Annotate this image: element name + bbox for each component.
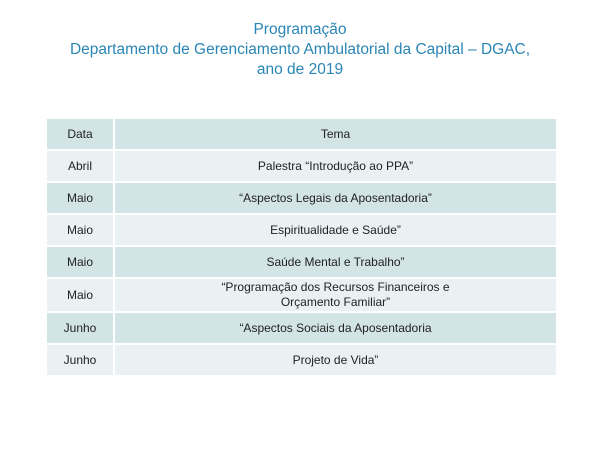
- row-topic: [114, 344, 556, 375]
- row-topic-line: “Aspectos Sociais da Aposentadoria: [239, 320, 432, 335]
- page-title: [0, 20, 600, 80]
- title-line-department: Departamento de Gerenciamento Ambulatorial da Capital – DGAC,: [69, 41, 531, 58]
- table-header-row: [47, 118, 556, 150]
- table-row: [47, 246, 556, 278]
- row-topic-line: “Programação dos Recursos Financeiros e: [221, 280, 450, 294]
- row-date: Maio: [47, 246, 114, 278]
- row-topic-line: Orçamento Familiar”: [280, 295, 391, 309]
- table-row: [47, 278, 556, 312]
- row-date: Abril: [47, 150, 114, 182]
- table-row: [47, 150, 556, 182]
- row-topic: [114, 150, 556, 182]
- row-topic-line: Projeto de Vida”: [292, 352, 379, 367]
- table-row: [47, 344, 556, 375]
- row-topic: [114, 278, 556, 312]
- row-topic-line: “Aspectos Legais da Aposentadoria”: [239, 190, 432, 205]
- table-row: [47, 182, 556, 214]
- title-line-year: ano de 2019: [256, 61, 344, 78]
- row-date: Junho: [47, 344, 114, 375]
- row-topic-line: Palestra “Introdução ao PPA”: [257, 158, 414, 173]
- row-date: Maio: [47, 182, 114, 214]
- row-topic: [114, 312, 556, 344]
- schedule-table: [47, 117, 556, 375]
- header-date: Data: [47, 118, 114, 150]
- row-date: Junho: [47, 312, 114, 344]
- row-topic: [114, 246, 556, 278]
- title-line-program: Programação: [253, 21, 347, 38]
- row-topic-line: Saúde Mental e Trabalho”: [266, 254, 405, 269]
- row-topic-line: Espiritualidade e Saúde”: [270, 222, 401, 237]
- row-date: Maio: [47, 278, 114, 312]
- table-row: [47, 312, 556, 344]
- row-topic: [114, 182, 556, 214]
- table-row: [47, 214, 556, 246]
- header-topic: Tema: [114, 118, 556, 150]
- row-topic: [114, 214, 556, 246]
- row-date: Maio: [47, 214, 114, 246]
